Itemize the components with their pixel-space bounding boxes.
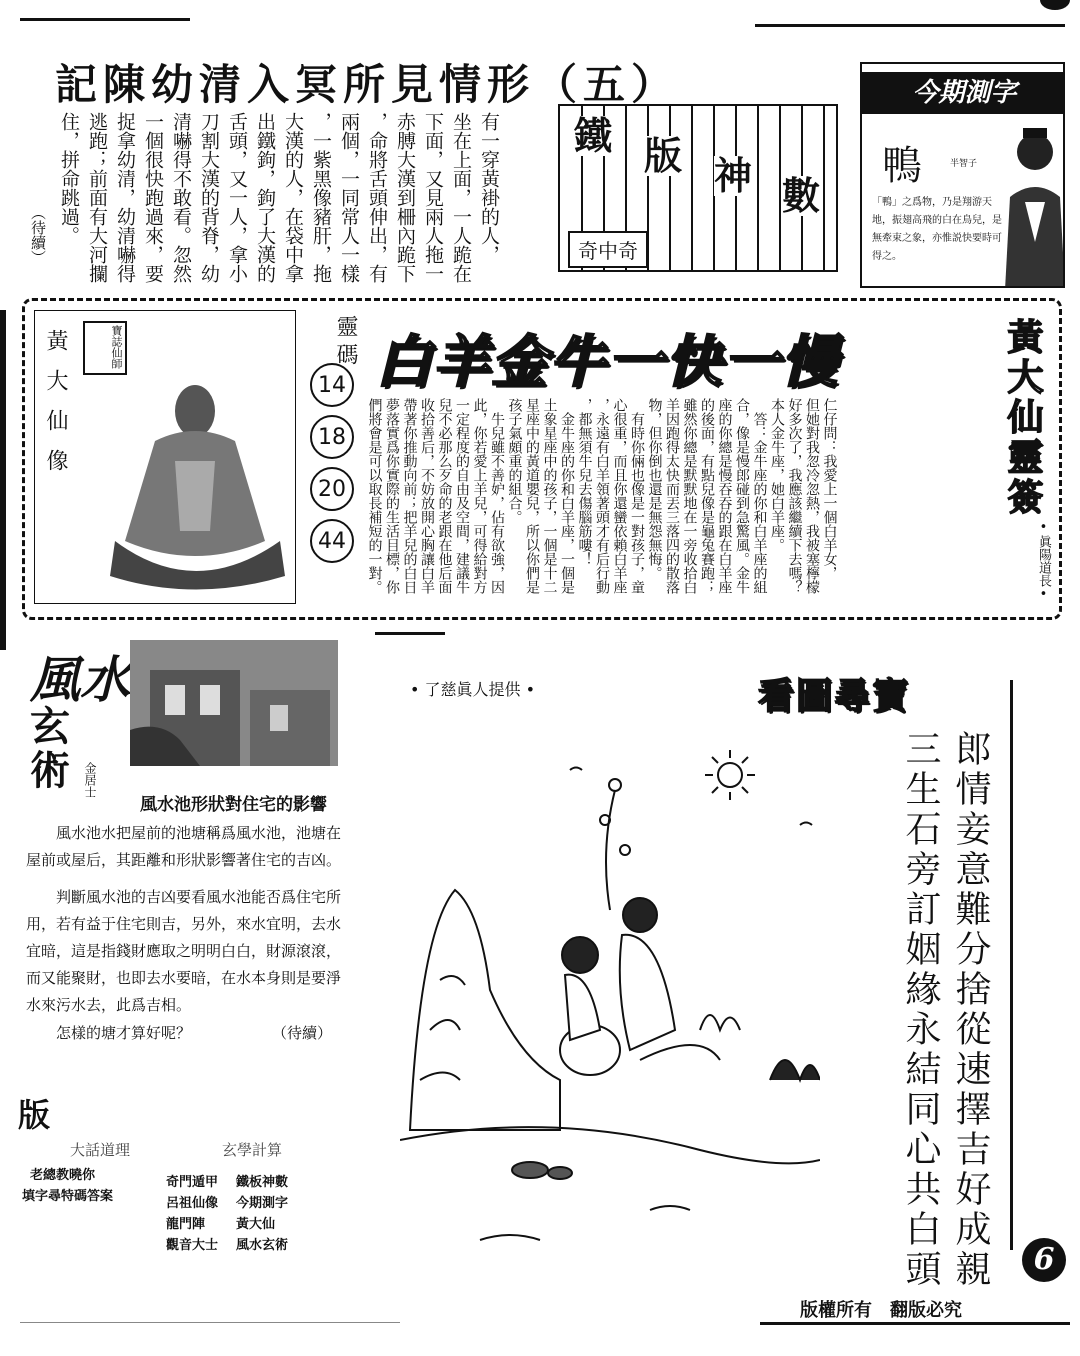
fengshui-logo: 風水 bbox=[30, 650, 130, 709]
text-column: 夢落實爲你實際的生活目標，你 bbox=[384, 398, 400, 594]
poem-right-1: 郎情妾意難分捨 bbox=[950, 730, 991, 1010]
text-column: 仁仔問：我愛上一個白羊女， bbox=[821, 398, 838, 580]
text-column: 刀割大漢的背脊，幼 bbox=[198, 112, 220, 283]
tiepan-label: 奇中奇 bbox=[568, 231, 648, 268]
text-column: 捉拿幼清，幼清嚇得 bbox=[114, 112, 136, 283]
text-column: 住，拼命跳過。 bbox=[58, 112, 80, 245]
index-row1-b: 玄學計算 bbox=[222, 1141, 283, 1159]
text-column: ，命將舌頭伸出，有 bbox=[366, 112, 388, 283]
text-column: 們將會是可以取長補短的一對。 bbox=[366, 398, 383, 594]
fengshui-para-3: 怎樣的塘才算好呢？ bbox=[56, 1024, 192, 1042]
huang-headline: 白羊金牛一快一慢 bbox=[375, 329, 839, 395]
fengshui-logo2: 玄術 bbox=[30, 703, 70, 794]
index-row1-a: 大話道理 bbox=[70, 1141, 131, 1159]
text-column: 座的你總是慢吞吞的跟在白羊座 bbox=[716, 398, 733, 594]
text-column: 清嚇得不敢看。忽然 bbox=[170, 112, 192, 283]
poem-left-1: 從速擇吉好成親 bbox=[950, 1010, 991, 1290]
text-column: 舌頭，又一人，拿小 bbox=[226, 112, 248, 283]
portrait-box bbox=[34, 310, 296, 604]
huang-body bbox=[365, 398, 838, 616]
text-column: 金牛座的你和白羊座，一個是 bbox=[559, 398, 575, 594]
tiepan-char-1: 鐵 bbox=[574, 113, 613, 158]
cezi-text: 「鴨」之爲物，乃是翔游天地，振翅高飛的白在鳥兒，是無牽束之象，亦惟説快要時可得之。 bbox=[872, 197, 1002, 262]
daxian-figure-image bbox=[95, 341, 295, 607]
text-column: 星座中的黃道嬰兒，所以你們是 bbox=[524, 398, 540, 594]
text-column: 心很重，而且你還蠻依賴白羊座 bbox=[611, 398, 628, 594]
tiepan-box bbox=[558, 104, 838, 272]
tiepan-char-3: 神 bbox=[714, 153, 753, 198]
index-item: 龍門陣 bbox=[166, 1217, 206, 1232]
mid-rule bbox=[375, 632, 445, 635]
text-column: 一個很快跑過來，要 bbox=[142, 112, 164, 283]
text-column: 雖然你總是默默地在一旁收拾白 bbox=[681, 398, 698, 594]
code-number: 18 bbox=[310, 415, 354, 459]
text-column: 收拾善后，不妨放開心胸讓白羊 bbox=[419, 398, 435, 594]
cezi-author: 半智子 bbox=[950, 159, 978, 169]
poem-left-2: 永結同心共白頭 bbox=[900, 1010, 941, 1290]
top-right-rule bbox=[755, 24, 1065, 27]
index-item: 觀音大士 bbox=[166, 1238, 219, 1253]
text-column: 大漢的人，在袋中拿 bbox=[282, 112, 304, 283]
text-column: 但她對我忽冷忽熱，我被塞檸檬 bbox=[804, 398, 820, 594]
fengshui-author: 金居士 bbox=[83, 762, 97, 798]
text-column: 帶著你推動向前；把羊兒的白日 bbox=[401, 398, 418, 594]
text-column: 坐在上面，一人跪在 bbox=[450, 112, 472, 283]
to-be-continued-1: （待續） bbox=[29, 205, 47, 265]
bottom-right-rule bbox=[760, 1322, 1070, 1325]
tiepan-char-2: 版 bbox=[644, 133, 683, 178]
text-column: 孩子氣頗重的組合。 bbox=[506, 398, 523, 524]
tiepan-char-4: 數 bbox=[782, 173, 821, 218]
copyright: 版權所有 翻版必究 bbox=[800, 1300, 962, 1321]
top-left-rule bbox=[20, 18, 190, 21]
code-number: 14 bbox=[310, 363, 354, 407]
code-label: 靈碼 bbox=[333, 315, 358, 371]
article-title: 記陳幼清入冥所見情形（五） bbox=[55, 60, 680, 109]
portrait-label-2: 大 bbox=[43, 369, 68, 409]
text-column: 羊因跑得太快而丟三落四的散落 bbox=[664, 398, 680, 594]
code-number: 20 bbox=[310, 467, 354, 511]
fengshui-para-1: 風水池水把屋前的池塘稱爲風水池，池塘在屋前或屋后，其距離和形狀影響著住宅的吉凶。 bbox=[26, 824, 342, 869]
text-column: 答：金牛座的你和白羊座的組 bbox=[751, 398, 768, 594]
cezi-box bbox=[860, 62, 1065, 288]
kantu-banner: 看圖尋寶 bbox=[758, 675, 911, 717]
index-item: 黃大仙 bbox=[236, 1217, 276, 1232]
poem-right-2: 三生石旁訂姻緣 bbox=[900, 730, 941, 1010]
fengshui-title: 風水池形狀對住宅的影響 bbox=[140, 795, 327, 815]
text-column: 有時你倆也像是一對孩子，童 bbox=[629, 398, 645, 594]
huang-side-title: 黃大仙靈簽 bbox=[1002, 318, 1044, 518]
index-item: 呂祖仙像 bbox=[166, 1196, 219, 1211]
index-left-2: 填字尋特碼答案 bbox=[22, 1189, 114, 1204]
cezi-banner: 今期測字 bbox=[862, 72, 1065, 114]
left-edge-bar bbox=[0, 310, 6, 650]
text-column: 牛兒雖不善妒，佔有欲強，因 bbox=[489, 398, 505, 594]
couple-illustration bbox=[400, 730, 820, 1260]
text-column: 兩個，一同常人一樣 bbox=[338, 112, 360, 283]
huang-side-author: •眞陽道長• bbox=[1036, 520, 1051, 602]
text-column: 的後面，有點兒像是龜兔賽跑； bbox=[699, 398, 715, 594]
cezi-char: 鴨 bbox=[882, 143, 922, 189]
text-column: 出鐵鉤，鉤了大漢的 bbox=[254, 112, 276, 283]
text-column: 此，你若愛上羊兒，可得給對方 bbox=[471, 398, 488, 594]
bottom-left-rule bbox=[20, 1322, 400, 1323]
text-column: ，一紫黑像豬肝，拖 bbox=[310, 112, 332, 283]
fengshui-para-2: 判斷風水池的吉凶要看風水池能否爲住宅所用，若有益于住宅則吉，另外，來水宜明，去水宜暗，這是指錢財應取之明明白白，財源滾滾，而又能聚財，也即去水要暗，在水本身則是要淨水來污水去，此爲吉相。 bbox=[26, 888, 342, 1014]
provided-by: • 了慈眞人提供 • bbox=[410, 680, 536, 699]
code-number: 44 bbox=[310, 519, 354, 563]
text-column: 合，像是慢郎碰到急驚風。金牛 bbox=[734, 398, 750, 594]
text-column: 赤膊大漢到柵內跪下 bbox=[394, 112, 416, 283]
text-column: 好多次了，我應該繼續下去嗎？ bbox=[786, 398, 803, 594]
portrait-label-wrap bbox=[41, 329, 69, 489]
page-number-badge: 6 bbox=[1022, 1238, 1066, 1282]
portrait-label-1: 黃 bbox=[43, 329, 68, 369]
text-column: ，永遠有白羊領著頭才有后行動 bbox=[594, 398, 610, 594]
seal-stamp: 寶誌仙師 bbox=[83, 321, 127, 375]
house-photo bbox=[130, 640, 338, 766]
kantu-right-rule bbox=[1010, 680, 1013, 1250]
cezi-person-image bbox=[995, 122, 1065, 288]
portrait-label-3: 仙 bbox=[43, 409, 68, 449]
index-item: 風水玄術 bbox=[236, 1238, 289, 1253]
portrait-label-4: 像 bbox=[43, 449, 68, 489]
index-left-1: 老總教曉你 bbox=[30, 1168, 96, 1183]
article-body bbox=[55, 112, 503, 287]
text-column: 逃跑；前面有大河攔 bbox=[86, 112, 108, 283]
text-column: 一定程度的自由及空間，建議牛 bbox=[454, 398, 470, 594]
text-column: 有一穿黃褂的人， bbox=[478, 112, 500, 264]
text-column: 下面，又見兩人拖一 bbox=[422, 112, 444, 283]
text-column: ，都無須牛兒去傷腦筋嘍！ bbox=[576, 398, 593, 566]
text-column: 土象星座中的孩子，一個是十二 bbox=[541, 398, 558, 594]
index-title: 版 bbox=[18, 1096, 51, 1134]
code-numbers bbox=[310, 355, 354, 571]
text-column: 本人金牛座，她白羊座。 bbox=[769, 398, 785, 552]
corner-blot bbox=[1040, 0, 1070, 10]
index-item: 今期測字 bbox=[236, 1196, 289, 1211]
index-item: 奇門遁甲 bbox=[166, 1175, 219, 1190]
text-column: 兒不必那么歹命的老跟在他后面 bbox=[436, 398, 453, 594]
to-be-continued-2: （待續） bbox=[272, 1024, 333, 1042]
text-column: 物，但你倒也還是無怨無悔。 bbox=[646, 398, 663, 580]
index-item: 鐵板神數 bbox=[236, 1175, 289, 1190]
